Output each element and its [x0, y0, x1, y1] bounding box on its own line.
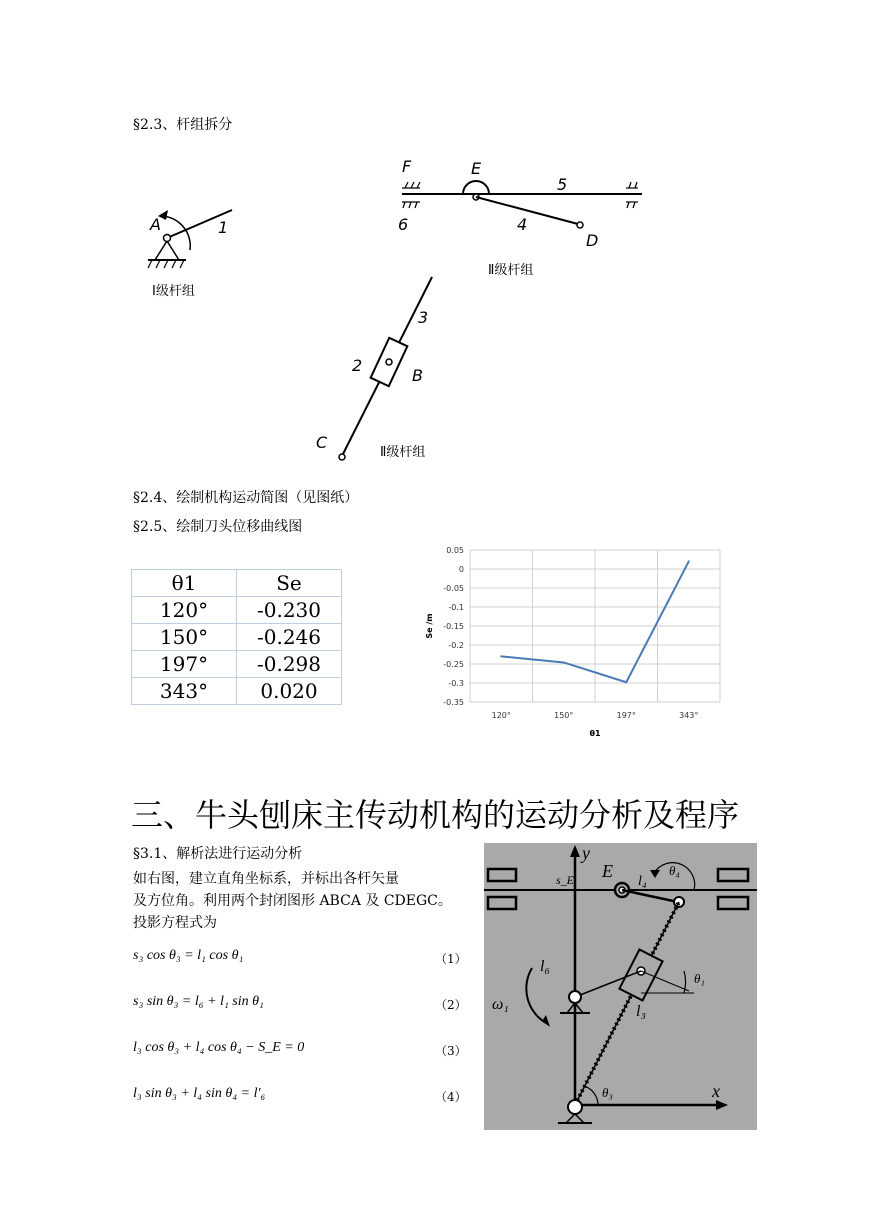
y-tick-label: -0.35 [443, 698, 464, 707]
chapter-3-heading: 三、牛头刨床主传动机构的运动分析及程序 [131, 796, 740, 834]
equation-4-number: （4） [435, 1090, 467, 1104]
cell-se: -0.246 [237, 624, 342, 651]
equation-3: l₃ cos θ₃ + l₄ cos θ₄ − S_E = 0 [133, 1040, 305, 1055]
cell-angle: 150° [132, 624, 237, 651]
y-axis-title: Se /m [425, 613, 434, 639]
data-point [563, 661, 565, 663]
equation-1-number: （1） [435, 952, 467, 966]
link-4-label: 4 [517, 215, 528, 234]
link-2-label: 2 [352, 356, 363, 375]
x-axis-label: x [712, 1081, 720, 1101]
equation-2: s₃ sin θ₃ = l₆ + l₁ sin θ₁ [133, 994, 264, 1009]
group-2-label: Ⅱ级杆组 [488, 263, 534, 278]
header-theta1: θ1 [132, 570, 237, 597]
data-point [625, 681, 627, 683]
section-3-1-title: §3.1、解析法进行运动分析 [133, 846, 303, 862]
data-point [688, 560, 690, 562]
y-tick-label: -0.1 [448, 603, 464, 612]
point-f-label: F [402, 157, 412, 176]
l4-label: l₄ [638, 874, 647, 889]
x-tick-label: 343° [679, 711, 699, 720]
point-a-label: A [150, 215, 161, 234]
intro-paragraph [133, 868, 473, 934]
y-tick-label: -0.05 [443, 584, 464, 593]
header-se: Se [237, 570, 342, 597]
displacement-chart [410, 540, 740, 740]
link-1-label: 1 [218, 218, 229, 237]
section-2-3-title: §2.3、杆组拆分 [133, 117, 233, 133]
table-row [132, 597, 342, 624]
cell-se: -0.230 [237, 597, 342, 624]
y-tick-label: -0.25 [443, 660, 464, 669]
cell-angle: 343° [132, 678, 237, 705]
group-3-label: Ⅱ级杆组 [380, 445, 426, 460]
cell-angle: 120° [132, 597, 237, 624]
cell-se: -0.298 [237, 651, 342, 678]
y-tick-label: 0 [458, 565, 464, 574]
l3-label: l₃ [636, 1003, 647, 1020]
equation-3-number: （3） [435, 1044, 467, 1058]
vector-loop-figure [484, 843, 757, 1130]
y-axis-label: y [582, 843, 590, 863]
group-1-label: Ⅰ级杆组 [152, 284, 195, 299]
se-label: s_E [556, 873, 574, 887]
equation-1: s₃ cos θ₃ = l₁ cos θ₁ [133, 948, 244, 963]
point-d-label: D [586, 231, 599, 250]
link-6-label: 6 [398, 215, 409, 234]
body-line: 及方位角。利用两个封闭图形 ABCA 及 CDEGC。 [133, 893, 452, 909]
y-tick-label: -0.15 [443, 622, 464, 631]
point-e-label: E [602, 861, 613, 881]
equation-4: l₃ sin θ₃ + l₄ sin θ₄ = l′₆ [133, 1086, 266, 1101]
point-c-label: C [316, 433, 328, 452]
link-3-label: 3 [418, 308, 429, 327]
cell-se: 0.020 [237, 678, 342, 705]
x-tick-label: 150° [554, 711, 574, 720]
table-row [132, 678, 342, 705]
section-2-5-title: §2.5、绘制刀头位移曲线图 [133, 519, 303, 535]
table-header-row [132, 570, 342, 597]
body-line: 投影方程式为 [133, 915, 217, 931]
displacement-table [131, 569, 342, 705]
y-tick-label: -0.3 [448, 679, 464, 688]
x-tick-label: 197° [616, 711, 636, 720]
body-line: 如右图，建立直角坐标系，并标出各杆矢量 [133, 871, 399, 887]
section-2-4-title: §2.4、绘制机构运动简图（见图纸） [133, 490, 359, 506]
point-b-label: B [412, 366, 423, 385]
linkage-groups-figure [130, 150, 660, 470]
table-row [132, 651, 342, 678]
x-tick-label: 120° [491, 711, 511, 720]
theta1-label: θ₁ [694, 971, 705, 986]
y-tick-label: 0.05 [446, 546, 464, 555]
point-e-label: E [471, 159, 482, 178]
table-row [132, 624, 342, 651]
theta4-label: θ₄ [669, 863, 680, 878]
y-tick-label: -0.2 [448, 641, 464, 650]
data-point [500, 655, 502, 657]
x-axis-title: θ1 [589, 729, 601, 738]
link-5-label: 5 [557, 175, 568, 194]
l6-label: l₆ [540, 958, 551, 975]
equation-2-number: （2） [435, 998, 467, 1012]
cell-angle: 197° [132, 651, 237, 678]
theta3-label: θ₃ [602, 1085, 613, 1100]
omega1-label: ω₁ [492, 996, 509, 1013]
